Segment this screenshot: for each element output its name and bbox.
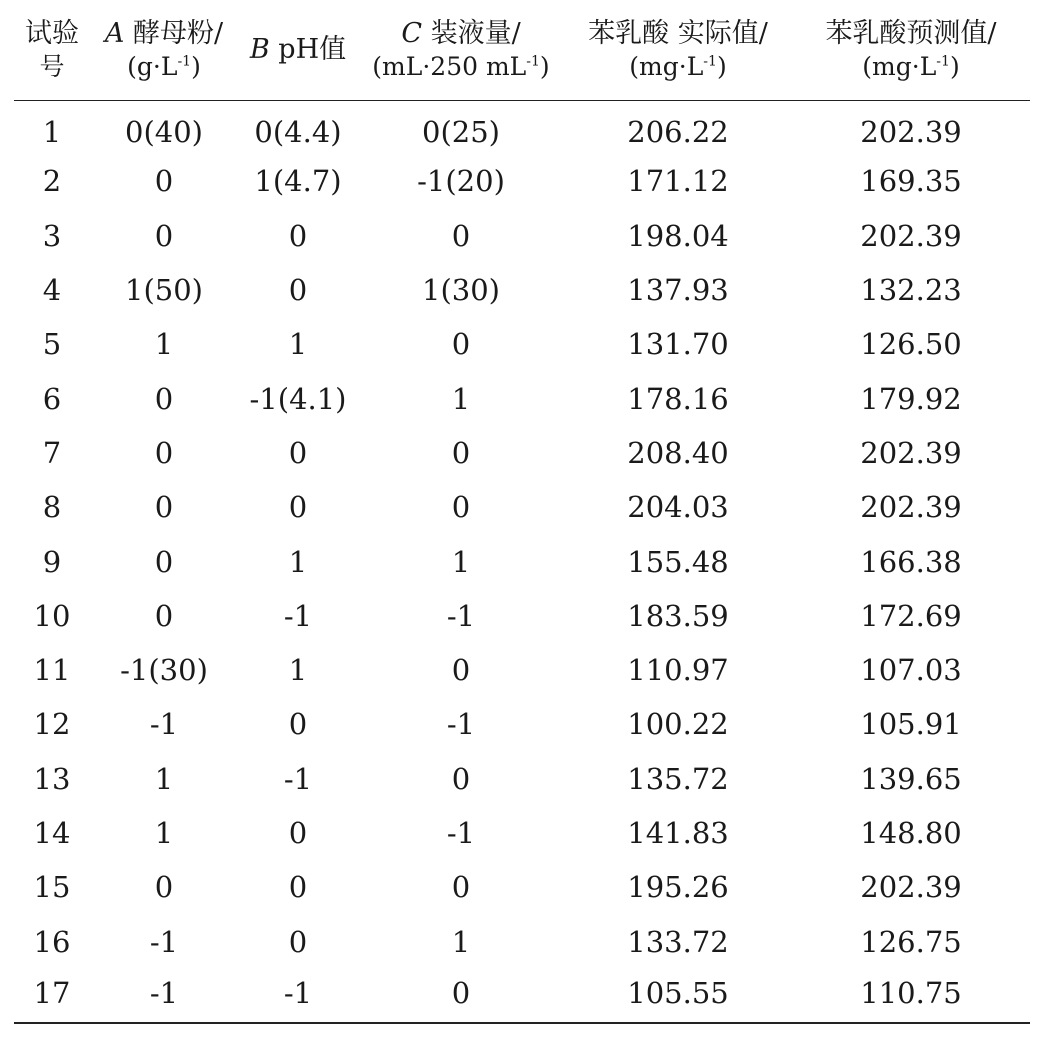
header-unit-text: (mL·250 mL <box>372 51 527 81</box>
header-unit-exponent: -1 <box>703 53 717 70</box>
header-unit-close: ) <box>716 51 727 81</box>
cell-liquid-volume: 1(30) <box>422 273 500 308</box>
cell-trial-number: 4 <box>42 273 62 308</box>
cell-phenyllactic-actual: 204.03 <box>627 490 729 525</box>
header-line-1 <box>566 17 790 50</box>
cell-phenyllactic-actual: 155.48 <box>627 544 729 579</box>
table-row <box>14 480 1030 534</box>
cell-yeast-powder: 0 <box>154 381 174 416</box>
cell-phenyllactic-predicted: 132.23 <box>860 273 962 308</box>
cell-liquid-volume: -1(20) <box>417 164 505 199</box>
cell-trial-number: 7 <box>42 435 62 470</box>
cell-ph-value: -1 <box>283 761 313 796</box>
cell-liquid-volume: 0 <box>451 435 471 470</box>
cell-yeast-powder: 0 <box>154 164 174 199</box>
cell-liquid-volume: 0 <box>451 870 471 905</box>
cell-phenyllactic-actual: 137.93 <box>627 273 729 308</box>
cell-liquid-volume: 0(25) <box>422 115 500 150</box>
cell-yeast-powder: 0 <box>154 490 174 525</box>
cell-ph-value: 0 <box>288 707 308 742</box>
cell-ph-value: 0 <box>288 218 308 253</box>
table-row <box>14 860 1030 914</box>
header-unit <box>16 50 88 83</box>
header-liquid-volume <box>358 0 564 100</box>
header-row <box>14 0 1030 100</box>
table-row <box>14 371 1030 425</box>
cell-yeast-powder: -1 <box>149 976 179 1011</box>
table-row <box>14 643 1030 697</box>
header-label: 试验 <box>25 17 79 49</box>
cell-trial-number: 5 <box>42 327 62 362</box>
cell-yeast-powder: 1 <box>154 761 174 796</box>
table-row <box>14 697 1030 751</box>
cell-ph-value: 0(4.4) <box>254 115 342 150</box>
cell-phenyllactic-actual: 100.22 <box>627 707 729 742</box>
cell-trial-number: 12 <box>33 707 71 742</box>
cell-trial-number: 10 <box>33 598 71 633</box>
cell-trial-number: 8 <box>42 490 62 525</box>
cell-phenyllactic-actual: 178.16 <box>627 381 729 416</box>
cell-phenyllactic-predicted: 105.91 <box>860 707 962 742</box>
cell-trial-number: 2 <box>42 164 62 199</box>
cell-liquid-volume: 0 <box>451 653 471 688</box>
header-yeast-powder <box>90 0 238 100</box>
header-line-1 <box>92 17 236 50</box>
cell-phenyllactic-predicted: 202.39 <box>860 870 962 905</box>
cell-trial-number: 6 <box>42 381 62 416</box>
cell-phenyllactic-predicted: 166.38 <box>860 544 962 579</box>
cell-liquid-volume: 0 <box>451 490 471 525</box>
cell-trial-number: 11 <box>33 653 71 688</box>
table-row <box>14 914 1030 968</box>
cell-yeast-powder: 1(50) <box>125 273 203 308</box>
results-table <box>14 0 1030 1024</box>
cell-yeast-powder: 1 <box>154 327 174 362</box>
header-variable-symbol: B <box>249 34 270 66</box>
table-body <box>14 100 1030 1023</box>
cell-phenyllactic-predicted: 126.75 <box>860 924 962 959</box>
cell-phenyllactic-actual: 206.22 <box>627 115 729 150</box>
cell-phenyllactic-actual: 105.55 <box>627 976 729 1011</box>
cell-liquid-volume: 1 <box>451 924 471 959</box>
header-label: 苯乳酸预测值/ <box>825 17 997 49</box>
header-label: 苯乳酸 实际值/ <box>588 17 768 49</box>
cell-ph-value: -1 <box>283 976 313 1011</box>
table-row <box>14 589 1030 643</box>
header-unit-exponent: -1 <box>177 53 192 70</box>
table-row <box>14 534 1030 588</box>
table-row <box>14 969 1030 1023</box>
cell-trial-number: 15 <box>33 870 71 905</box>
table-row <box>14 209 1030 263</box>
cell-liquid-volume: -1 <box>446 707 476 742</box>
cell-liquid-volume: 0 <box>451 218 471 253</box>
table-row <box>14 154 1030 208</box>
header-unit-close: ) <box>949 51 960 81</box>
header-trial-number <box>14 0 90 100</box>
cell-trial-number: 9 <box>42 544 62 579</box>
cell-phenyllactic-predicted: 139.65 <box>860 761 962 796</box>
cell-phenyllactic-predicted: 202.39 <box>860 490 962 525</box>
table-header <box>14 0 1030 100</box>
cell-liquid-volume: 0 <box>451 761 471 796</box>
cell-phenyllactic-predicted: 169.35 <box>860 164 962 199</box>
header-unit <box>360 50 562 83</box>
header-unit <box>566 50 790 83</box>
cell-liquid-volume: 0 <box>451 976 471 1011</box>
cell-phenyllactic-predicted: 202.39 <box>860 115 962 150</box>
cell-ph-value: 0 <box>288 490 308 525</box>
cell-phenyllactic-actual: 110.97 <box>627 653 729 688</box>
cell-yeast-powder: 0(40) <box>125 115 203 150</box>
cell-ph-value: 1 <box>288 653 308 688</box>
header-unit <box>92 50 236 83</box>
cell-yeast-powder: 0 <box>154 598 174 633</box>
header-ph-value <box>238 0 358 100</box>
cell-liquid-volume: -1 <box>446 816 476 850</box>
cell-yeast-powder: 0 <box>154 544 174 579</box>
header-unit-close: ) <box>539 51 550 81</box>
header-unit-text: (mg·L <box>629 51 704 81</box>
header-unit-exponent: -1 <box>936 53 950 70</box>
header-unit-text: 号 <box>39 51 65 81</box>
table-row <box>14 752 1030 806</box>
cell-ph-value: 0 <box>288 435 308 470</box>
cell-phenyllactic-predicted: 179.92 <box>860 381 962 416</box>
cell-trial-number: 14 <box>33 816 71 850</box>
cell-ph-value: 1 <box>288 327 308 362</box>
cell-yeast-powder: 1 <box>154 816 174 850</box>
cell-yeast-powder: 0 <box>154 870 174 905</box>
cell-yeast-powder: 0 <box>154 435 174 470</box>
cell-trial-number: 13 <box>33 761 71 796</box>
cell-ph-value: 0 <box>288 273 308 308</box>
cell-phenyllactic-predicted: 148.80 <box>860 816 962 850</box>
cell-ph-value: 1(4.7) <box>254 164 342 199</box>
cell-phenyllactic-actual: 171.12 <box>627 164 729 199</box>
cell-ph-value: 0 <box>288 816 308 850</box>
cell-ph-value: 0 <box>288 870 308 905</box>
header-phenyllactic-actual <box>564 0 792 100</box>
cell-phenyllactic-actual: 198.04 <box>627 218 729 253</box>
table-row <box>14 426 1030 480</box>
cell-phenyllactic-actual: 183.59 <box>627 598 729 633</box>
cell-trial-number: 17 <box>33 976 71 1011</box>
cell-phenyllactic-predicted: 202.39 <box>860 218 962 253</box>
cell-ph-value: 0 <box>288 924 308 959</box>
cell-phenyllactic-actual: 133.72 <box>627 924 729 959</box>
cell-trial-number: 16 <box>33 924 71 959</box>
header-line-1 <box>16 17 88 50</box>
header-line-1 <box>240 33 356 66</box>
header-variable-symbol: C <box>401 17 422 49</box>
table-row <box>14 263 1030 317</box>
cell-yeast-powder: -1(30) <box>120 653 208 688</box>
header-variable-symbol: A <box>104 17 125 49</box>
cell-phenyllactic-actual: 208.40 <box>627 435 729 470</box>
cell-phenyllactic-predicted: 107.03 <box>860 653 962 688</box>
header-line-1 <box>360 17 562 50</box>
table-row <box>14 806 1030 860</box>
cell-phenyllactic-actual: 195.26 <box>627 870 729 905</box>
cell-phenyllactic-predicted: 172.69 <box>860 598 962 633</box>
header-unit-text: (mg·L <box>862 51 937 81</box>
cell-liquid-volume: 1 <box>451 381 471 416</box>
header-label: 酵母粉/ <box>132 17 224 49</box>
cell-trial-number: 1 <box>42 115 62 150</box>
header-phenyllactic-predicted <box>792 0 1030 100</box>
cell-trial-number: 3 <box>42 218 62 253</box>
cell-yeast-powder: -1 <box>149 707 179 742</box>
cell-liquid-volume: -1 <box>446 598 476 633</box>
cell-phenyllactic-actual: 135.72 <box>627 761 729 796</box>
cell-phenyllactic-actual: 131.70 <box>627 327 729 362</box>
cell-yeast-powder: -1 <box>149 924 179 959</box>
table-row <box>14 317 1030 371</box>
header-label: 装液量/ <box>430 17 521 49</box>
cell-phenyllactic-actual: 141.83 <box>627 816 729 850</box>
cell-ph-value: -1(4.1) <box>249 381 347 416</box>
cell-phenyllactic-predicted: 126.50 <box>860 327 962 362</box>
cell-phenyllactic-predicted: 202.39 <box>860 435 962 470</box>
table-row <box>14 100 1030 154</box>
cell-liquid-volume: 0 <box>451 327 471 362</box>
header-unit-text: (g·L <box>127 51 178 81</box>
results-table-container <box>14 0 1030 1024</box>
cell-yeast-powder: 0 <box>154 218 174 253</box>
cell-phenyllactic-predicted: 110.75 <box>860 976 962 1011</box>
header-unit <box>794 50 1028 83</box>
cell-ph-value: 1 <box>288 544 308 579</box>
cell-ph-value: -1 <box>283 598 313 633</box>
cell-liquid-volume: 1 <box>451 544 471 579</box>
header-unit-close: ) <box>191 51 201 81</box>
header-unit-exponent: -1 <box>526 53 540 70</box>
header-line-1 <box>794 17 1028 50</box>
header-label: pH值 <box>278 34 347 66</box>
